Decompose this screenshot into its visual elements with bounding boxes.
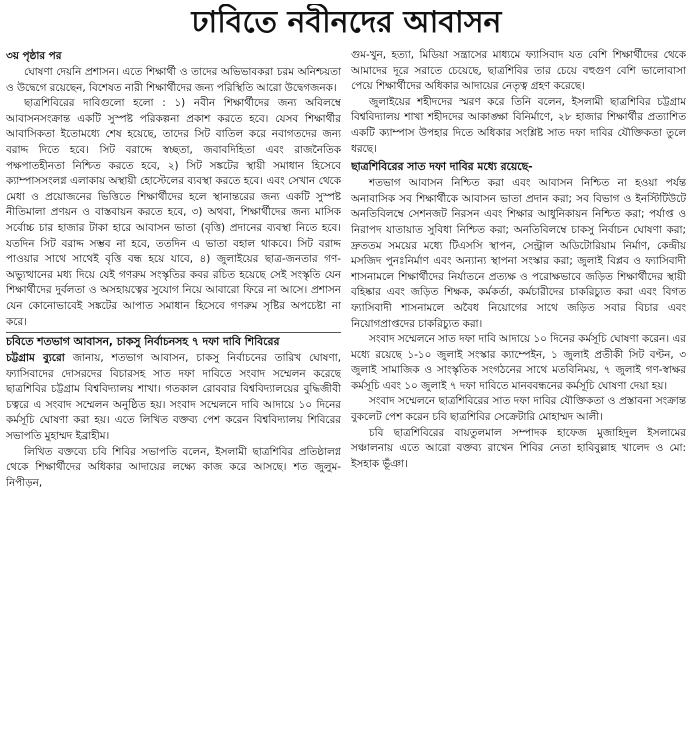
bureau-label: চট্টগ্রাম ব্যুরো [6, 352, 65, 365]
subheading: চবিতে শতভাগ আবাসন, চাকসু নির্বাচনসহ ৭ দফা দাবি শিবিরের [6, 332, 341, 350]
paragraph: লিখিত বক্তব্যে চবি শিবির সভাপতি বলেন, ইসলামী ছাত্রশিবির প্রতিষ্ঠালগ্ন থেকে শিক্ষার্থীদের অধিকার আদায়ের লক্ষ্যে কাজ করে আসছে। শত জুলুম-নিপীড়ন, [6, 445, 341, 489]
paragraph: গুম-খুন, হত্যা, মিডিয়া সন্ত্রাসের মাধ্যমে ফ্যাসিবাদ যত বেশি শিক্ষার্থীদের থেকে আমাদের দূরে সরাতে চেয়েছে, ছাত্রশিবির তার চেয়ে বহুগুণ বেশি ভালোবাসা পেয়ে শিক্ষার্থীদের অধিকার আদায়ের নেতৃত্ব গ্রহণ করেছে। [351, 49, 686, 93]
paragraph: সংবাদ সম্মেলনে সাত দফা দাবি আদায়ে ১০ দিনের কর্মসূচি ঘোষণা করেন। এর মধ্যে রয়েছে ১-১০ জুলাই সংস্কার ক্যাম্পেইন, ১ জুলাই প্রতীকী সিট বণ্টন, ৩ জুলাই সামাজিক ও সাংস্কৃতিক সংগঠনের সাথে মতবিনিময়, ৭ জুলাই গণ-স্বাক্ষর কর্মসূচি এবং ১০ জুলাই ৭ দফা দাবিতে মানববন্ধনের কর্মসূচি ঘোষণা দেয়া হয়। [351, 333, 686, 392]
paragraph: ছাত্রশিবিরের দাবিগুলো হলো : ১) নবীন শিক্ষার্থীদের জন্য অবিলম্বে আবাসনসংক্রান্ত একটি সুস্পষ্ট পরিকল্পনা প্রকাশ করতে হবে। যেসব শিক্ষার্থীর আবাসিকতা ইতোমধ্যে শেষ হয়েছে, তাদের সিট বাতিল করে নবাগতদের জন্য বরাদ্দ দিতে হবে। সিট বরাদ্দে স্বচ্ছতা, জবাবদিহিতা এবং রাজনৈতিক পক্ষপাতহীনতা নিশ্চিত করতে হবে, ২) সিট সঙ্কটের স্থায়ী সমাধান হিসেবে ক্যাম্পাসসংলগ্ন এলাকায় অস্থায়ী হোস্টেলের ব্যবস্থা করতে হবে। এবং সেখান থেকে মেধা ও প্রয়োজনের ভিত্তিতে শিক্ষার্থীদের হলে স্থানান্তরের জন্য একটি সুস্পষ্ট নীতিমালা প্রণয়ন ও বাস্তবায়ন করতে হবে, ৩) অথবা, শিক্ষার্থীদের জন্য মাসিক সর্বোচ্চ চার হাজার টাকা হারে আবাসন ভাতা (বৃত্তি) প্রদানের ব্যবস্থা নিতে হবে। যতদিন সিট বরাদ্দ সম্ভব না হবে, ততদিন এ ভাতা বহাল থাকবে। সিট বরাদ্দ পাওয়ার সাথে সাথেই বৃত্তি বন্ধ হয়ে যাবে, ৪) জুলাইয়ের ছাত্র-জনতার গণ-অভ্যুত্থানের মধ্য দিয়ে যেই গণরুম সংস্কৃতির কবর রচিত হয়েছে সেই সংস্কৃতি যেন শিক্ষার্থীদের দুর্বলতা ও অসহায়ত্বের সুযোগ নিয়ে আবারো ফিরে না আসে। প্রশাসন যেন কোনোভাবেই সঙ্কটের আপাত সমাধান হিসেবে গণরুম সৃষ্টির অপচেষ্টা না করে। [6, 97, 341, 328]
column-left [6, 48, 341, 752]
paragraph: ঘোষণা দেয়নি প্রশাসন। এতে শিক্ষার্থী ও তাদের অভিভাবকরা চরম অনিশ্চয়তা ও উদ্বেগে রয়েছেন, বিশেষত নারী শিক্ষার্থীদের জন্য পরিস্থিতি আরো উদ্বেগজনক। [6, 66, 341, 94]
paragraph-text: জানায়, শতভাগ আবাসন, চাকসু নির্বাচনের তারিখ ঘোষণা, ফ্যাসিবাদের দোসরদের বিচারসহ সাত দফা দাবিতে সংবাদ সম্মেলন করেছে ছাত্রশিবির চট্টগ্রাম বিশ্ববিদ্যালয় শাখা। গতকাল রোববার বিশ্ববিদ্যালয়ের বুদ্ধিজীবী চত্বরে এ সংবাদ সম্মেলন অনুষ্ঠিত হয়। সংবাদ সম্মেলনে দাবি আদায়ে ১০ দিনের কর্মসূচি ঘোষণা করা হয়। এতে লিখিত বক্তব্য পেশ করেন বিশ্ববিদ্যালয় শিবিরের সভাপতি মুহাম্মদ ইব্রাহীম। [6, 352, 341, 443]
paragraph: শতভাগ আবাসন নিশ্চিত করা এবং আবাসন নিশ্চিত না হওয়া পর্যন্ত অনাবাসিক সব শিক্ষার্থীকে আবাসন ভাতা প্রদান করা; সব বিভাগ ও ইনস্টিটিউটে অনতিবিলম্বে সেশনজট নিরসন এবং শিক্ষার আধুনিকায়ন নিশ্চিত করা; পর্যাপ্ত ও নিরাপদ যাতায়াত সুবিধা নিশ্চিত করা; অনতিবিলম্বে চাকসু নির্বাচন ঘোষণা করা; দ্রুততম সময়ের মধ্যে টিএসসি স্থাপন, সেন্ট্রাল অডিটোরিয়াম নির্মাণ, কেন্দ্রীয় মসজিদ পুনঃনির্মাণ এবং অন্যান্য স্থাপনা সংস্কার করা; জুলাই বিপ্লব ও ফ্যাসিবাদী শাসনামলে শিক্ষার্থীদের নির্যাতনে প্রত্যক্ষ ও পরোক্ষভাবে জড়িত শিক্ষার্থীদের স্থায়ী বহিষ্কার এবং জড়িত শিক্ষক, কর্মকর্তা, কর্মচারীদের চাকরিচ্যুত করা এবং বিগত ফ্যাসিবাদী শাসনামলে অবৈধ নিয়োগের সাথে জড়িত সবার বিচার এবং নিয়োগপ্রাপ্তদের চাকরিচ্যুত করা। [351, 177, 686, 330]
headline: ঢাবিতে নবীনদের আবাসন [191, 5, 502, 40]
continued-from-label: ৩য় পৃষ্ঠার পর [6, 50, 62, 62]
article-columns [6, 48, 687, 752]
subheading: ছাত্রশিবিরের সাত দফা দাবির মধ্যে রয়েছে- [351, 160, 533, 174]
paragraph: সংবাদ সম্মেলনে ছাত্রশিবিরের সাত দফা দাবির যৌক্তিকতা ও প্রস্তাবনা সংক্রান্ত বুকলেট পেশ করেন চবি ছাত্রশিবির সেক্রেটারি মোহাম্মদ আলী। [351, 395, 686, 424]
column-right [351, 48, 686, 752]
paragraph [6, 351, 341, 445]
paragraph: জুলাইয়ের শহীদদের স্মরণ করে তিনি বলেন, ইসলামী ছাত্রশিবির চট্টগ্রাম বিশ্ববিদ্যালয় শাখা শহীদদের আকাঙ্ক্ষা বিনির্মাণে, ২৮ হাজার শিক্ষার্থীর প্রত্যাশিত একটি ক্যাম্পাস উপহার দিতে অধিকার সংশ্লিষ্ট সাত দফা দাবির যৌক্তিকতা তুলে ধরছে। [351, 95, 686, 155]
paragraph: চবি ছাত্রশিবিরের বায়তুলমাল সম্পাদক হাফেজ মুজাহিদুল ইসলামের সঞ্চালনায় এতে আরো বক্তব্য রাখেন শিবির নেতা হাবিবুল্লাহ খালেদ ও মো: ইসহাক ভূঁঞা। [351, 426, 686, 470]
